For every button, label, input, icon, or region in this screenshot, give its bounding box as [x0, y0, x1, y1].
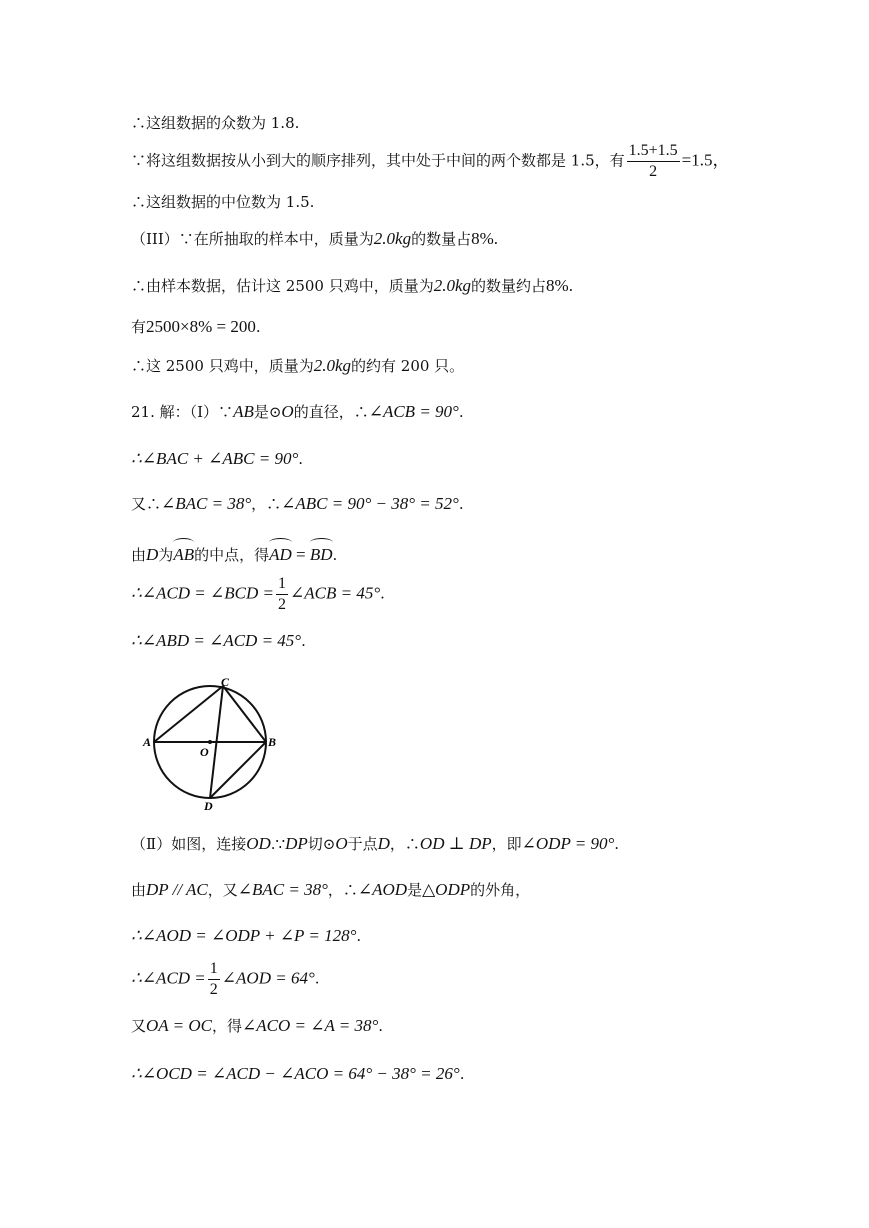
label-a: A [143, 735, 152, 749]
arc-bd: BD [310, 540, 333, 566]
label-d: D [204, 799, 213, 811]
text-line-median: ∴这组数据的中位数为 1.5. [131, 193, 315, 211]
label-o: O [200, 745, 209, 759]
center-point [208, 740, 212, 744]
label-c: C [221, 676, 230, 689]
text-line-angle-ocd: ∴∠OCD = ∠ACD − ∠ACO = 64° − 38° = 26°. [131, 1064, 465, 1083]
arc-ad: AD [269, 540, 292, 566]
text-line-angle-aod: ∴∠AOD = ∠ODP + ∠P = 128°. [131, 926, 362, 945]
text-line-q21-diameter: 21. 解：（Ⅰ）∵AB是⊙O的直径，∴∠ACB = 90°. [131, 402, 464, 421]
text-line-part3-sample: （III）∵在所抽取的样本中，质量为2.0kg的数量占8%. [131, 229, 499, 248]
fraction: $\frac{1.5+1.5}{2}$ [628, 142, 678, 180]
text-line-estimate: ∴由样本数据，估计这 2500 只鸡中，质量为2.0kg的数量约占8%. [131, 276, 573, 295]
text-line-angle-sum: ∴∠BAC + ∠ABC = 90°. [131, 449, 304, 468]
text-line-result: ∴这 2500 只鸡中，质量为2.0kg的约有 200 只。 [131, 356, 465, 375]
arc-ab: AB [173, 540, 194, 566]
text-line-angle-abc: 又∴∠BAC = 38°，∴∠ABC = 90° − 38° = 52°. [131, 494, 464, 513]
text-line-midpoint-arc: 由D为AB的中点，得AD = BD. [131, 540, 337, 566]
text-line-angle-abd: ∴∠ABD = ∠ACD = 45°. [131, 631, 306, 650]
fraction: $\frac{1}{2}$ [278, 575, 286, 613]
fraction: $\frac{1}{2}$ [209, 960, 218, 998]
text-line-product: 有2500×8% = 200. [131, 317, 261, 336]
circle-figure [140, 676, 280, 811]
text-line-parallel: 由DP // AC，又∠BAC = 38°，∴∠AOD是△ODP的外角， [131, 880, 531, 899]
text-line-median-calc: ∵将这组数据按从小到大的顺序排列，其中处于中间的两个数都是 1.5，有 $\frac{1.5+1.5}{2}$ =1.5， [131, 142, 730, 180]
label-b: B [268, 735, 277, 749]
text-line-part2-tangent: （Ⅱ）如图，连接OD.∵DP切⊙O于点D，∴OD ⊥ DP，即∠ODP = 90°. [131, 834, 620, 853]
segment-ac [154, 686, 223, 742]
text-line-angle-acd: ∴∠ACD = $\frac{1}{2}$ ∠AOD = 64°. [131, 960, 320, 998]
text-line-half-angle: ∴∠ACD = ∠BCD = $\frac{1}{2}$ ∠ACB = 45°. [131, 575, 385, 613]
text-line-oa-oc: 又OA = OC，得∠ACO = ∠A = 38°. [131, 1016, 384, 1035]
text-line-mode: ∴这组数据的众数为 1.8. [131, 114, 300, 132]
